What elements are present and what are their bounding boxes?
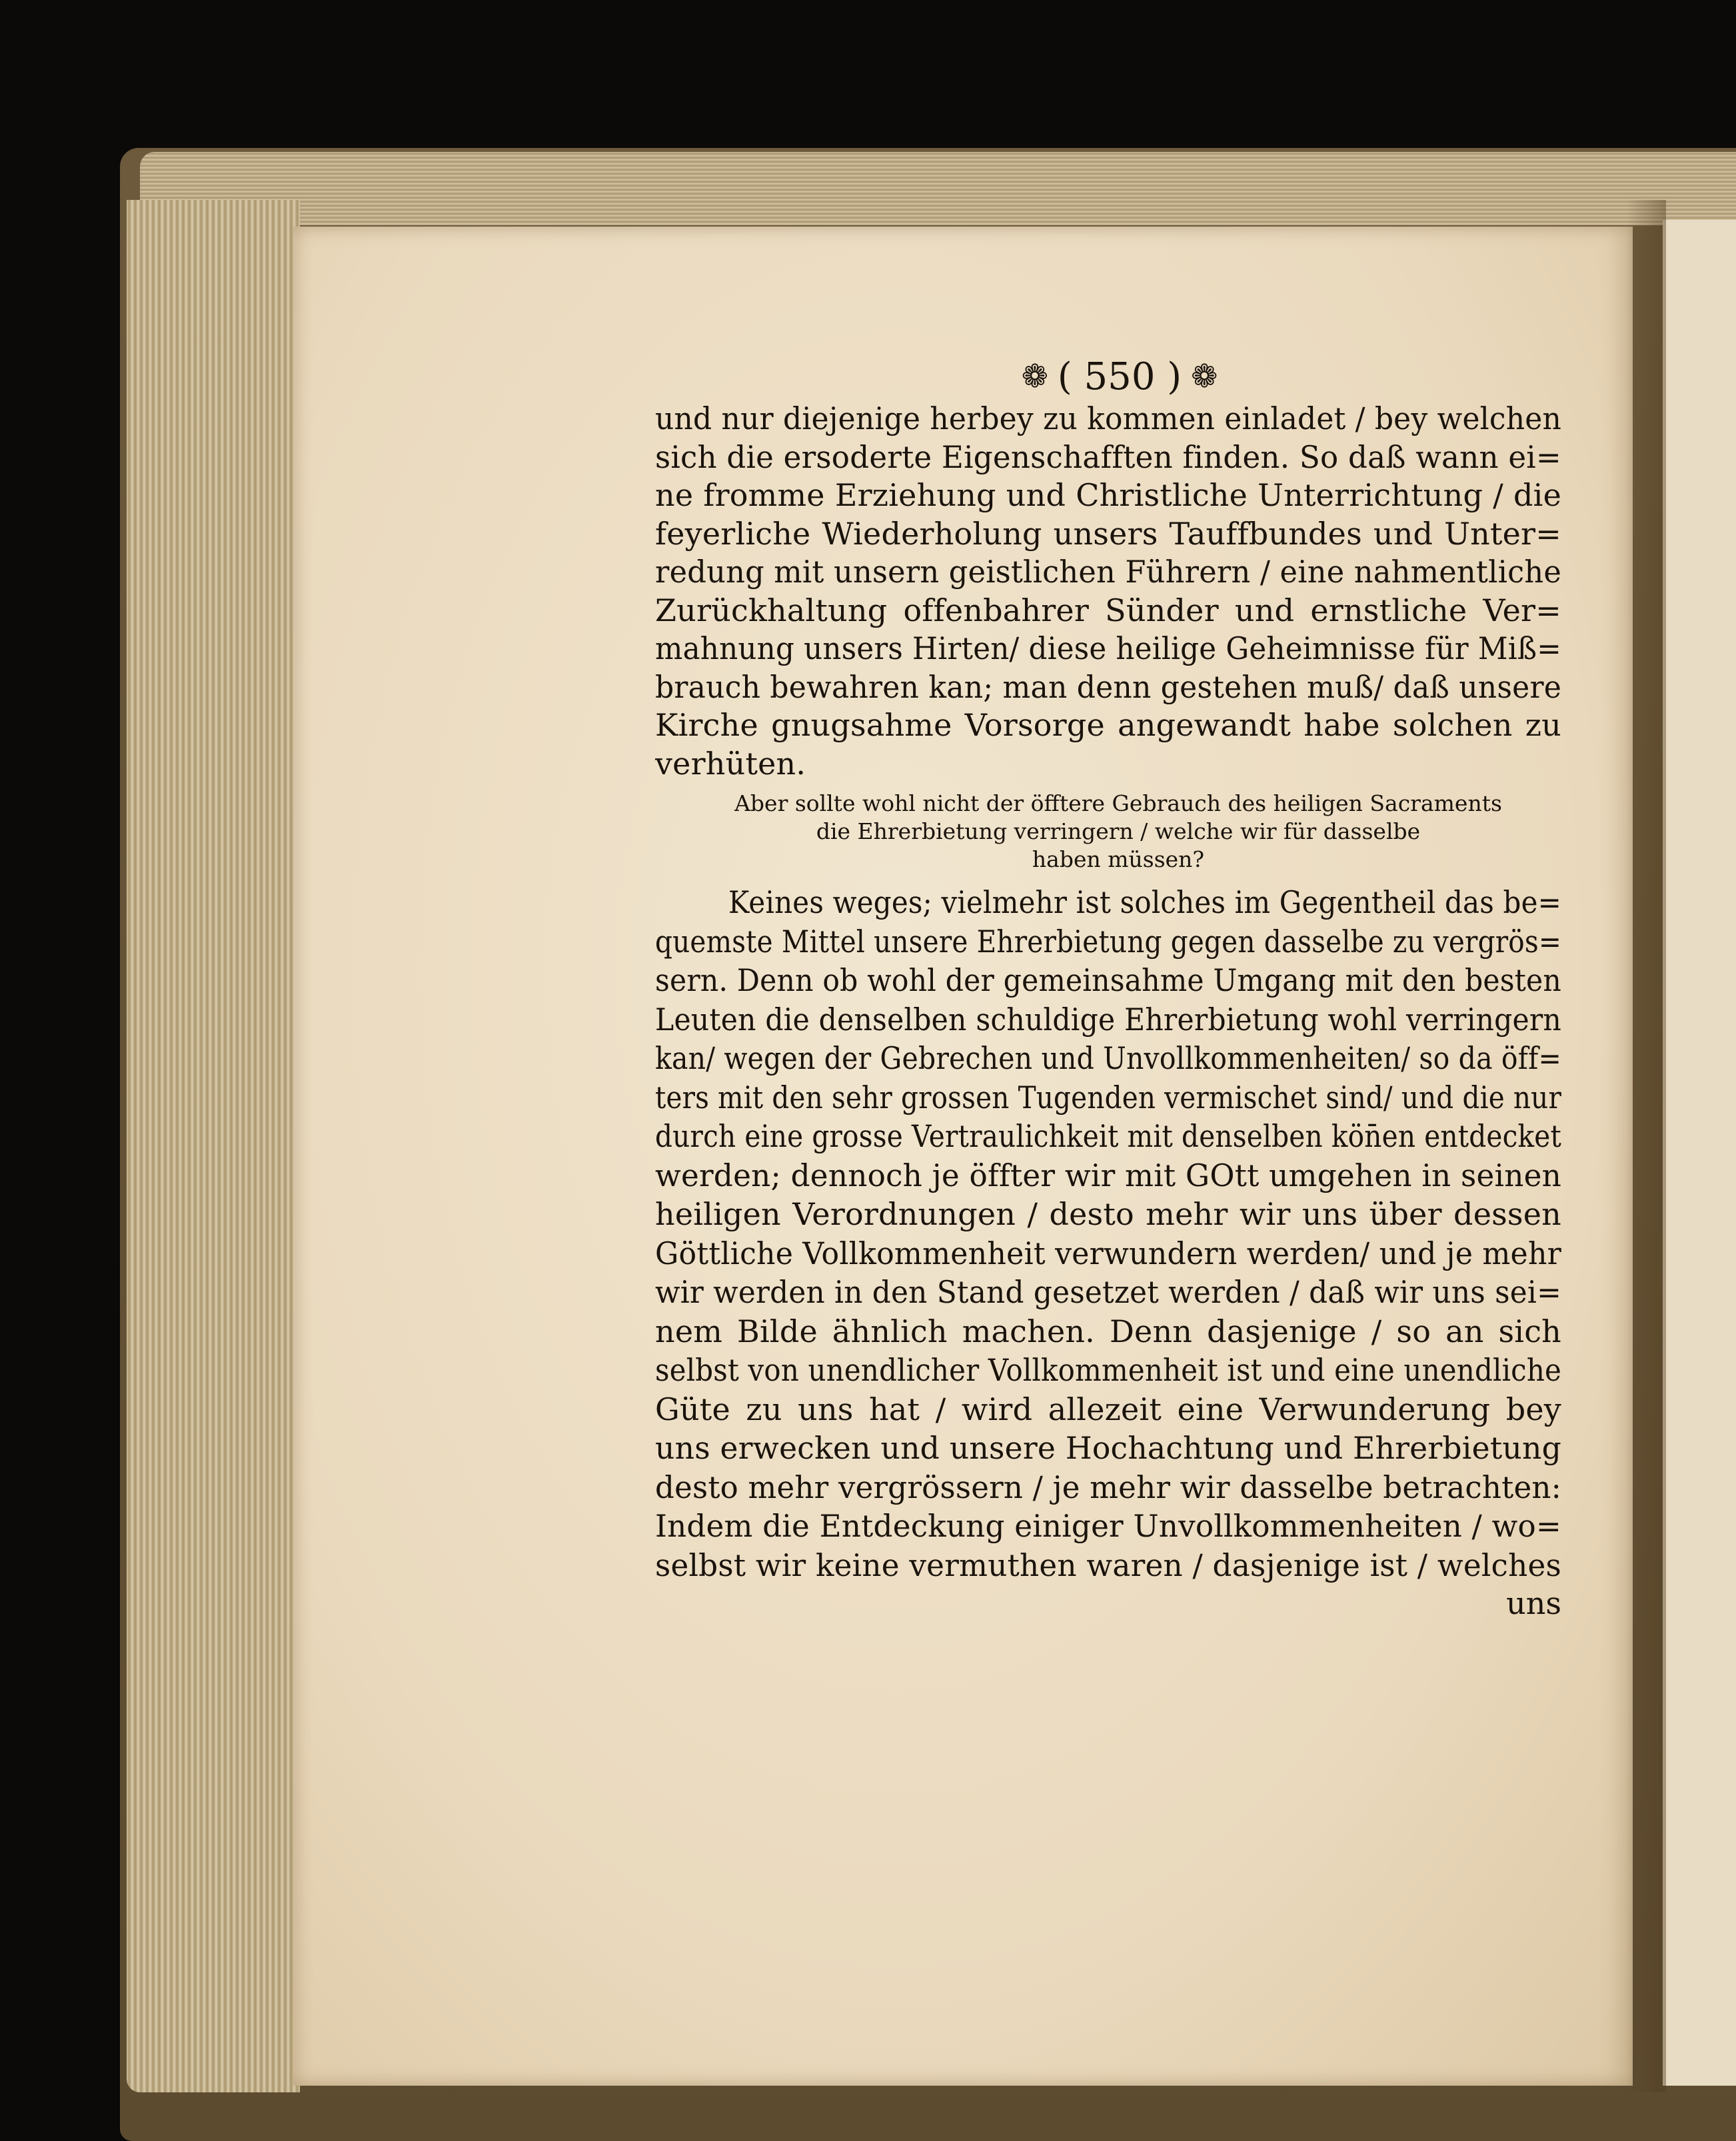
text-line: verhüten. [655, 745, 806, 782]
text-line: quemste Mittel unsere Ehrerbietung gegen dasselbe zu vergrös= [655, 923, 1561, 960]
page-header [986, 353, 1253, 400]
text-line: uns erwecken und unsere Hochachtung und Ehrerbietung [655, 1430, 1561, 1466]
ornament-right-icon: ❁ [1191, 358, 1218, 395]
text-line: heiligen Verordnungen / desto mehr wir uns über dessen [655, 1196, 1561, 1232]
text-line: Kirche gnugsahme Vorsorge angewandt habe solchen zu [655, 707, 1561, 743]
spine-shadow [1626, 200, 1666, 2092]
text-line: sern. Denn ob wohl der gemeinsahme Umgang mit den besten [655, 962, 1561, 998]
text-line: nem Bilde ähnlich machen. Denn dasjenige / so an sich [655, 1313, 1561, 1349]
text-line: mahnung unsers Hirten/ diese heilige Geheimnisse für Miß= [655, 630, 1561, 666]
text-line: und nur diejenige herbey zu kommen einladet / bey welchen [655, 400, 1561, 436]
text-line: selbst von unendlicher Vollkommenheit ist und eine unendliche [655, 1352, 1561, 1388]
text-line: feyerliche Wiederholung unsers Tauffbundes und Unter= [655, 515, 1561, 552]
paragraph-1 [655, 400, 1561, 783]
text-line: Güte zu uns hat / wird allezeit eine Verwunderung bey [655, 1391, 1561, 1427]
page-edges-top [140, 152, 1736, 225]
question-line: haben müssen? [1032, 846, 1205, 872]
text-line: ne fromme Erziehung und Christliche Unterrichtung / die [655, 477, 1561, 513]
text-line: wir werden in den Stand gesetzet werden / daß wir uns sei= [655, 1274, 1561, 1310]
text-line: redung mit unsern geistlichen Führern / eine nahmentliche [655, 554, 1561, 590]
question-line: Aber sollte wohl nicht der öfftere Gebrauch des heiligen Sacraments [734, 790, 1502, 816]
catchword: uns [1506, 1585, 1561, 1621]
text-line: Leuten die denselben schuldige Ehrerbietung wohl verringern [655, 1001, 1561, 1038]
text-line: Indem die Entdeckung einiger Unvollkommenheiten / wo= [655, 1508, 1561, 1544]
paragraph-2 [655, 883, 1561, 1585]
text-line: brauch bewahren kan; man denn gestehen muß/ daß unsere [655, 668, 1561, 705]
page-text [655, 400, 1561, 1623]
page-edges-left [127, 200, 300, 2092]
text-line: durch eine grosse Vertraulichkeit mit denselben kön̄en entdecket [655, 1118, 1561, 1154]
question-line: die Ehrerbietung verringern / welche wir für dasselbe [816, 818, 1421, 844]
facing-page-edge [1663, 220, 1736, 2086]
text-line: desto mehr vergrössern / je mehr wir dasselbe betrachten: [655, 1469, 1561, 1505]
text-line: Keines weges; vielmehr ist solches im Gegentheil das be= [728, 884, 1561, 920]
question-heading [675, 790, 1561, 874]
text-line: kan/ wegen der Gebrechen und Unvollkommenheiten/ so da öff= [655, 1040, 1561, 1076]
text-line: sich die ersoderte Eigenschafften finden. So daß wann ei= [655, 438, 1561, 475]
text-line: Göttliche Vollkommenheit verwundern werden/ und je mehr [655, 1235, 1561, 1271]
text-line: selbst wir keine vermuthen waren / dasjenige ist / welches [655, 1547, 1561, 1583]
text-line: werden; dennoch je öffter wir mit GOtt umgehen in seinen [655, 1157, 1561, 1193]
text-line: ters mit den sehr grossen Tugenden vermischet sind/ und die nur [655, 1079, 1561, 1115]
text-line: Zurückhaltung offenbahrer Sünder und ernstliche Ver= [655, 592, 1561, 628]
ornament-left-icon: ❁ [1021, 358, 1048, 395]
page-number: ( 550 ) [1057, 355, 1182, 398]
